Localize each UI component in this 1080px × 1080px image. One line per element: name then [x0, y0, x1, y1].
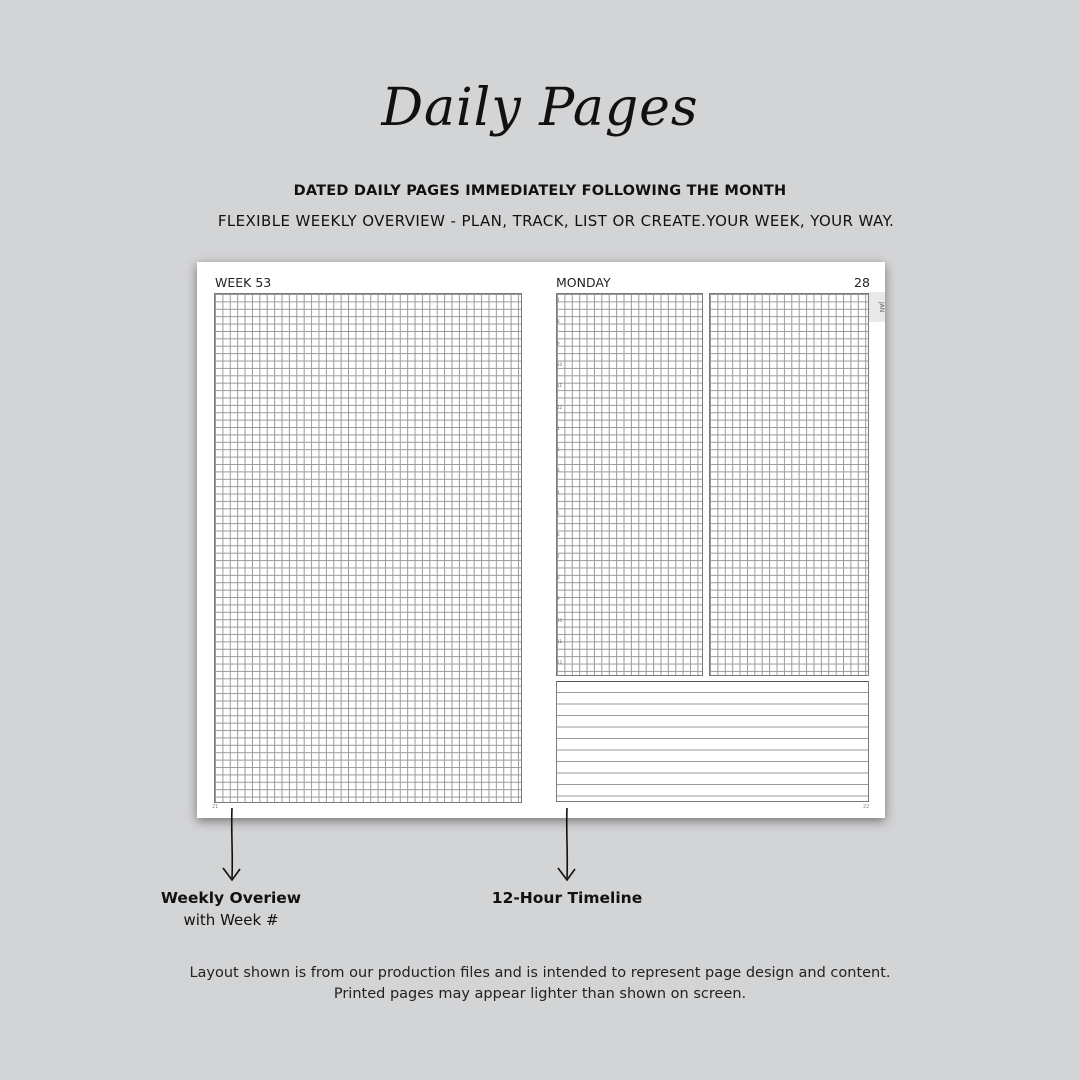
timeline-callout-label: 12-Hour Timeline — [491, 889, 643, 907]
notes-grid — [709, 293, 869, 676]
hour-label: 8 — [557, 574, 560, 580]
hour-label: 11 — [557, 638, 563, 644]
hour-label: 7 — [557, 298, 560, 303]
hour-label: 2 — [557, 447, 560, 453]
day-heading: MONDAY — [556, 275, 611, 290]
hour-label: 10 — [557, 361, 563, 367]
disclaimer — [0, 963, 1080, 1005]
tagline: FLEXIBLE WEEKLY OVERVIEW - PLAN, TRACK, LIST OR CREATE.YOUR WEEK, YOUR WAY. — [217, 212, 895, 230]
hour-label: 9 — [557, 596, 560, 602]
hour-label: 11 — [557, 383, 563, 389]
page-title: Daily Pages — [381, 78, 699, 138]
hour-label: 6 — [557, 532, 560, 538]
weekly-callout-sub: with Week # — [183, 911, 279, 929]
right-page-number: 22 — [863, 804, 870, 810]
hour-label: 3 — [557, 468, 560, 474]
hour-label: 10 — [557, 617, 563, 623]
weekly-arrow-icon — [215, 805, 255, 885]
hour-labels — [557, 299, 563, 675]
hour-label: 12 — [557, 660, 563, 666]
subtitle: DATED DAILY PAGES IMMEDIATELY FOLLOWING THE MONTH — [293, 183, 787, 199]
timeline-arrow-icon — [550, 805, 590, 885]
week-heading: WEEK 53 — [215, 275, 272, 290]
hour-label: 4 — [557, 489, 560, 495]
hour-label: 12 — [557, 404, 563, 410]
hour-label: 7 — [557, 553, 560, 559]
hour-label: 1 — [557, 425, 560, 431]
hour-label: 5 — [557, 511, 560, 516]
disclaimer-line-1: Layout shown is from our production files and is intended to represent page design and content. — [189, 965, 891, 981]
timeline-grid — [556, 293, 703, 676]
month-tab: JAN — [868, 292, 885, 322]
planner-spread — [197, 262, 885, 818]
weekly-overview-grid — [214, 293, 522, 803]
weekly-callout-label: Weekly Overiew — [160, 889, 302, 907]
hour-label: 8 — [557, 319, 560, 325]
lined-notes — [556, 681, 869, 802]
left-page-number: 21 — [212, 804, 219, 810]
disclaimer-line-2: Printed pages may appear lighter than shown on screen. — [333, 986, 747, 1002]
hour-label: 9 — [557, 340, 560, 346]
date-number: 28 — [854, 275, 870, 290]
